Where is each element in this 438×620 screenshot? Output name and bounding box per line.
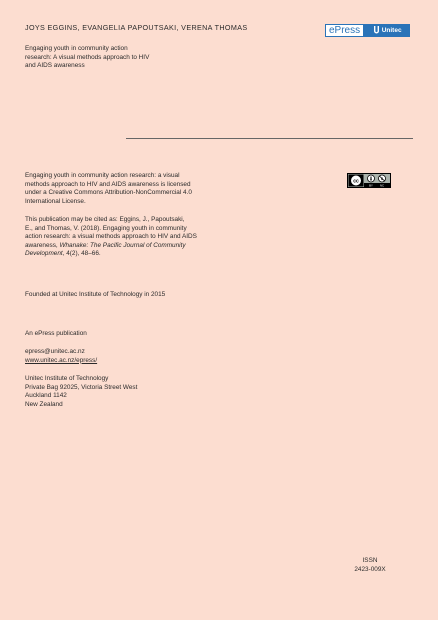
- address-line: Unitec Institute of Technology: [25, 375, 109, 382]
- divider-rule: [126, 138, 413, 139]
- citation-line: [25, 250, 215, 259]
- issn-label: ISSN: [362, 557, 378, 564]
- citation-line: action research: a visual methods approach to HIV and AIDS: [25, 233, 197, 241]
- svg-text:cc: cc: [353, 178, 359, 185]
- cc-by-nc-badge[interactable]: [347, 173, 391, 188]
- unitec-wordmark: Unitec: [381, 27, 402, 34]
- article-title: [25, 45, 185, 71]
- citation-text: , 4(2), 48–66.: [62, 250, 101, 258]
- contact-info: [25, 348, 215, 365]
- citation-line: E., and Thomas, V. (2018). Engaging youth in community: [25, 224, 187, 232]
- license-line: under a Creative Commons Attribution-NonCommercial 4.0: [25, 189, 192, 197]
- authors: JOYS EGGINS, EVANGELIA PAPOUTSAKI, VERENA THOMAS: [25, 23, 248, 32]
- citation: [25, 216, 215, 259]
- license-line: methods approach to HIV and AIDS awareness is licensed: [25, 180, 191, 188]
- website-link[interactable]: www.unitec.ac.nz/epress/: [25, 356, 98, 364]
- title-line: research: A visual methods approach to HIV: [25, 53, 150, 61]
- address-line: New Zealand: [25, 400, 63, 408]
- license-line: Engaging youth in community action research: a visual: [25, 172, 180, 179]
- title-line: and AIDS awareness: [25, 62, 85, 70]
- title-line: Engaging youth in community action: [25, 45, 128, 52]
- by-label: BY: [369, 183, 373, 188]
- journal-name: Development: [25, 250, 63, 258]
- nc-label: NC: [379, 183, 385, 188]
- license-line: International License.: [25, 197, 86, 205]
- issn-block: [350, 557, 390, 574]
- citation-line: This publication may be cited as: Eggins, J., Papoutsaki,: [25, 216, 185, 223]
- journal-name: Whanake: The Pacific Journal of Community: [59, 241, 186, 249]
- issn-number: 2423-009X: [354, 565, 386, 573]
- epress-unitec-logo: [325, 24, 410, 37]
- unitec-mark-icon: [373, 26, 380, 35]
- founded-statement: Founded at Unitec Institute of Technology in 2015: [25, 291, 166, 298]
- address-line: Private Bag 92025, Victoria Street West: [25, 383, 138, 391]
- email-link[interactable]: epress@unitec.ac.nz: [25, 348, 85, 355]
- postal-address: [25, 375, 215, 409]
- epress-logo: ePress: [325, 24, 364, 37]
- license-statement: [25, 172, 215, 206]
- citation-text: awareness,: [25, 241, 60, 249]
- publication-note: An ePress publication: [25, 330, 87, 337]
- unitec-logo: [364, 24, 410, 37]
- citation-line: [25, 242, 215, 251]
- address-line: Auckland 1142: [25, 392, 67, 400]
